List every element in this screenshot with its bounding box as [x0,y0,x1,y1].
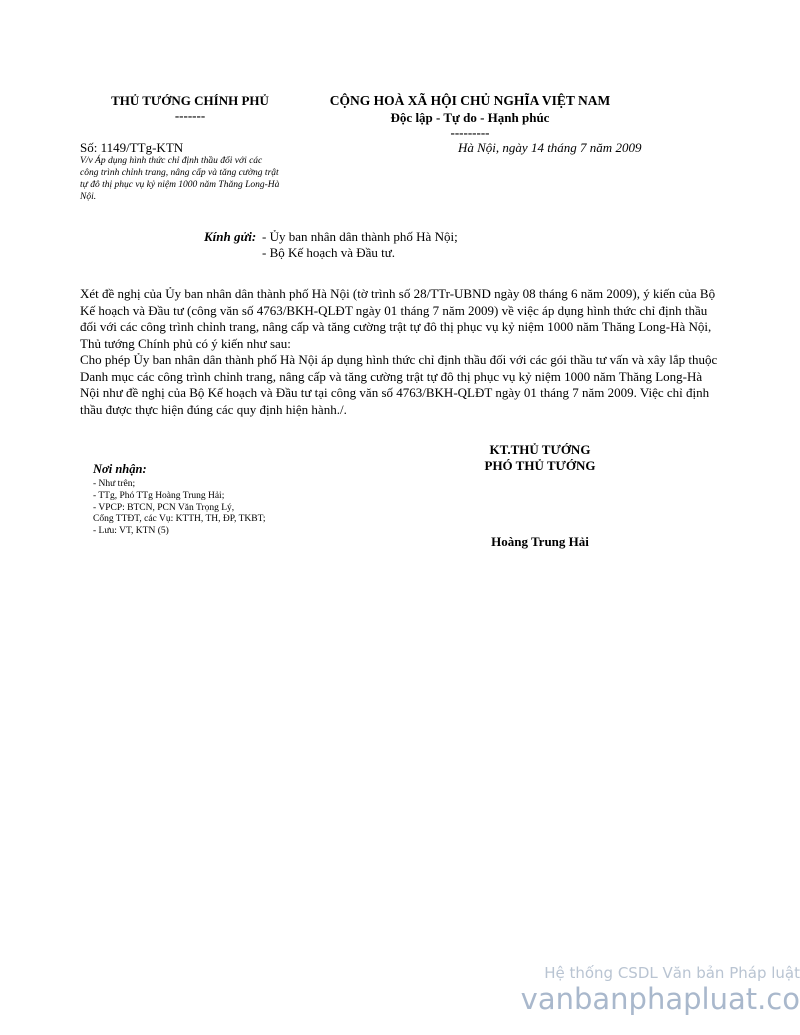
body-paragraph-1: Xét đề nghị của Ủy ban nhân dân thành phố Hà Nội (tờ trình số 28/TTr-UBND ngày 08 tháng 6 năm 2009), ý kiến của Bộ Kế hoạch và Đầu tư (công văn số 4763/BKH-QLĐT ngày 01 tháng 7 năm 2009) về việc áp dụng hình thức chỉ định thầu đối với các công trình chỉnh trang, nâng cấp và tăng cường trật tự đô thị phục vụ kỷ niệm 1000 năm Thăng Long-Hà Nội, Thủ tướng Chính phủ có ý kiến như sau: [80,286,716,351]
watermark [521,964,800,1016]
receiver-item: Cổng TTĐT, các Vụ: KTTH, TH, ĐP, TKBT; [93,514,266,525]
signer-name: Hoàng Trung Hải [491,534,589,549]
issuer-block [80,93,300,123]
signature-line-1: KT.THỦ TƯỚNG [489,442,591,457]
body-paragraph-2: Cho phép Ủy ban nhân dân thành phố Hà Nội áp dụng hình thức chỉ định thầu đối với các gói thầu tư vấn và xây lắp thuộc Danh mục các công trình chỉnh trang, nâng cấp và tăng cường trật tự đô thị phục vụ kỷ niệm 1000 năm Thăng Long-Hà Nội như đề nghị của Bộ Kế hoạch và Đầu tư tại công văn số 4763/BKH-QLĐT ngày 01 tháng 7 năm 2009. Việc chỉ định thầu được thực hiện đúng các quy định hiện hành./. [80,352,718,417]
recipient-item: - Bộ Kế hoạch và Đầu tư. [262,245,396,260]
document-subject: V/v Áp dụng hình thức chỉ định thầu đối với các công trình chỉnh trang, nâng cấp và tăng cường trật tự đô thị phục vụ kỷ niệm 1000 năm Thăng Long-Hà Nội. [80,156,280,202]
receiver-item: - Lưu: VT, KTN (5) [93,526,169,537]
place-date: Hà Nội, ngày 14 tháng 7 năm 2009 [458,140,642,155]
receiver-item: - TTg, Phó TTg Hoàng Trung Hải; [93,490,225,501]
watermark-line-1: Hệ thống CSDL Văn bản Pháp luật [544,964,800,982]
receiver-item: - VPCP: BTCN, PCN Văn Trọng Lý, [93,502,235,513]
receiver-item: - Như trên; [93,479,136,489]
national-motto: Độc lập - Tự do - Hạnh phúc [390,110,550,125]
national-header [300,93,640,139]
motto-separator: --------- [450,125,490,140]
receivers-title: Nơi nhận: [93,462,147,476]
nation-title: CỘNG HOÀ XÃ HỘI CHỦ NGHĨA VIỆT NAM [329,93,611,108]
recipients-block [204,229,458,261]
issuer-name: THỦ TƯỚNG CHÍNH PHỦ [111,93,269,108]
receivers-list [93,479,266,538]
issuer-separator: ------- [174,108,206,123]
signature-title-block [455,442,625,474]
document-number: Số: 1149/TTg-KTN [80,140,184,155]
signature-line-2: PHÓ THỦ TƯỚNG [484,458,596,473]
recipients-label: Kính gửi: [204,229,257,244]
recipient-item: - Ủy ban nhân dân thành phố Hà Nội; [262,229,458,244]
watermark-line-2: vanbanphapluat.co [520,982,800,1016]
